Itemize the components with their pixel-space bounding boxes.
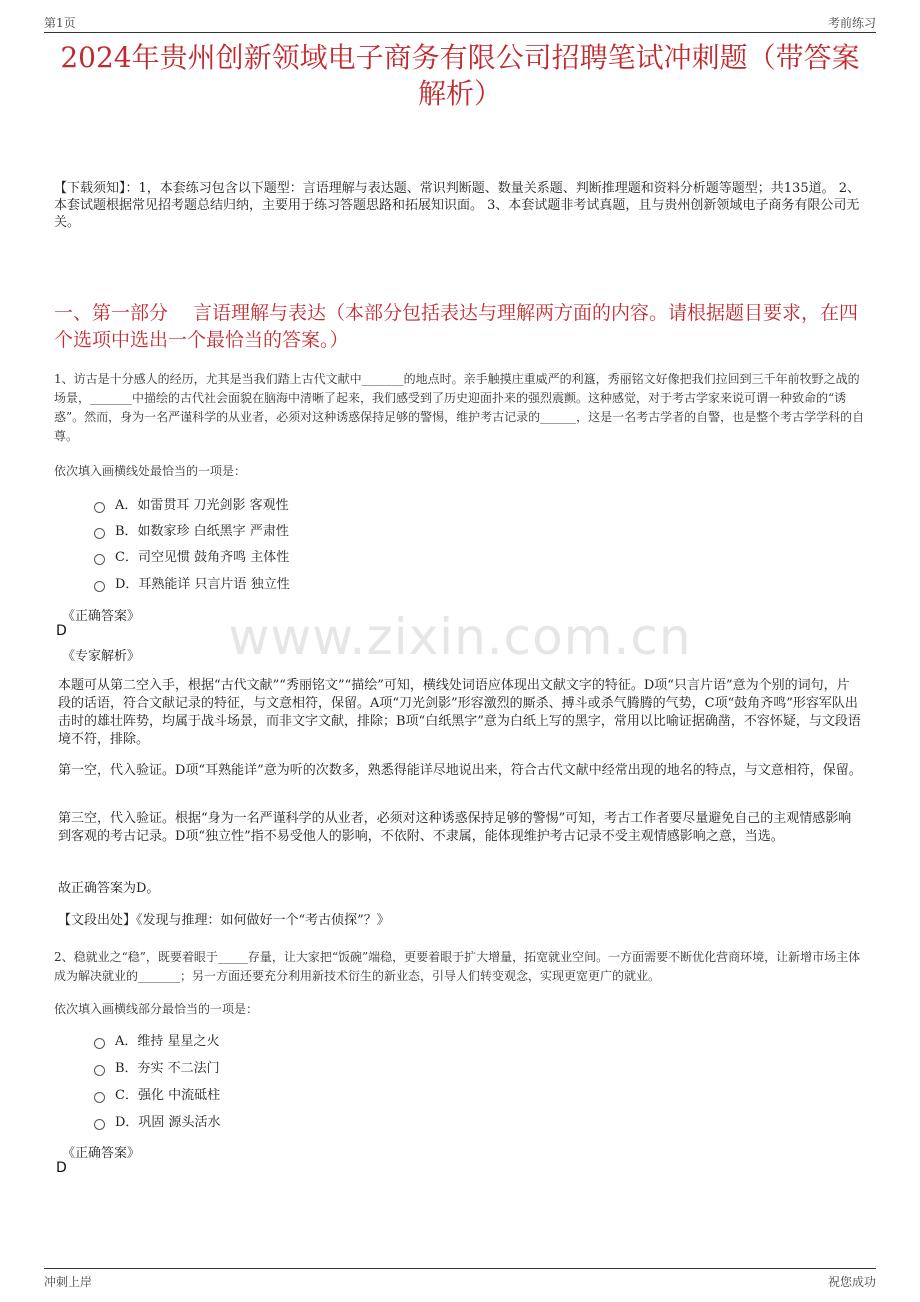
radio-icon[interactable] [94,581,105,592]
radio-icon[interactable] [94,554,105,565]
answer-label: 《正确答案》 [62,609,141,624]
question-2-option-d[interactable]: D．巩固 源头活水 [94,1113,221,1133]
answer-label: 《正确答案》 [62,1146,141,1161]
answer-value: D [56,1160,67,1176]
watermark: www.zixin.com.cn [228,608,692,666]
footer-left: 冲刺上岸 [44,1275,93,1289]
question-1-option-b[interactable]: B．如数家珍 白纸黑字 严肃性 [94,522,289,542]
radio-icon[interactable] [94,1038,105,1049]
question-2-option-b[interactable]: B．夯实 不二法门 [94,1059,220,1079]
answer-value: D [56,623,67,639]
question-1-option-c[interactable]: C．司空见惯 鼓角齐鸣 主体性 [94,548,289,568]
document-title: 2024年贵州创新领域电子商务有限公司招聘笔试冲刺题（带答案解析） [60,41,860,110]
radio-icon[interactable] [94,1119,105,1130]
question-2-option-a[interactable]: A．维持 星星之火 [94,1032,220,1052]
page-footer [44,1268,876,1289]
question-1-text: 1、访古是十分感人的经历，尤其是当我们踏上古代文献中_______的地点时。亲手触摸庄重威严的利簋，秀丽铭文好像把我们拉回到三千年前牧野之战的场景，_______中描绘的古代社会面貌在脑海中清晰了起来，我们感受到了历史迎面扑来的强烈震颤。这种感觉，对于考古学家来说可谓一种致命的“诱惑”。然而，身为一名严谨科学的从业者，必须对这种诱惑保持足够的警惕，维护考古记录的______，这是一名考古学者的自警，也是整个考古学学科的自尊。 [54,372,865,443]
question-1-option-d[interactable]: D．耳熟能详 只言片语 独立性 [94,575,290,595]
radio-icon[interactable] [94,1092,105,1103]
analysis-paragraph: 本题可从第二空入手，根据“古代文献”“秀丽铭文”“描绘”可知，横线处词语应体现出文献文字的特征。D项“只言片语”意为个别的词句，片段的话语，符合文献记录的特征，与文意相符，保留。A项“刀光剑影”形容激烈的厮杀、搏斗或杀气腾腾的气势，C项“鼓角齐鸣”形容军队出击时的雄壮阵势，均属于战斗场景，而非文字文献，排除；B项“白纸黑字”意为白纸上写的黑字，常用以比喻证据确凿，不容怀疑，与文段语境不符，排除。 [58,678,861,747]
question-1-prompt: 依次填入画横线处最恰当的一项是： [54,464,247,478]
analysis-paragraph: 故正确答案为D。 [58,881,160,896]
footer-right: 祝您成功 [827,1275,876,1289]
section-heading: 一、第一部分 言语理解与表达（本部分包括表达与理解两方面的内容。请根据题目要求，在四个选项中选出一个最恰当的答案。） [54,302,859,351]
radio-icon[interactable] [94,502,105,513]
question-2-text: 2、稳就业之“稳”，既要着眼于_____存量，让大家把“饭碗”端稳，更要着眼于扩大增量，拓宽就业空间。一方面需要不断优化营商环境，让新增市场主体成为解决就业的_______；另一方面还要充分利用新技术衍生的新业态，引导人们转变观念，实现更宽更广的就业。 [54,950,861,983]
page-header [44,10,876,33]
analysis-paragraph: 第一空，代入验证。D项“耳熟能详”意为听的次数多，熟悉得能详尽地说出来，符合古代文献中经常出现的地名的特点，与文意相符，保留。 [58,763,862,778]
analysis-label: 《专家解析》 [62,649,141,664]
download-notice: 【下载须知】：1，本套练习包含以下题型：言语理解与表达题、常识判断题、数量关系题、判断推理题和资料分析题等题型；共135道。 2、本套试题根据常见招考题总结归纳，主要用于练习答题思路和拓展知识面。 3、本套试题非考试真题，且与贵州创新领域电子商务有限公司无关。 [54,181,860,230]
question-1-option-a[interactable]: A．如雷贯耳 刀光剑影 客观性 [94,496,289,516]
source-citation: 【文段出处】《发现与推理：如何做好一个“考古侦探”？》 [58,913,390,928]
radio-icon[interactable] [94,528,105,539]
analysis-paragraph: 第三空，代入验证。根据“身为一名严谨科学的从业者，必须对这种诱惑保持足够的警惕”可知，考古工作者要尽量避免自己的主观情感影响到客观的考古记录。D项“独立性”指不易受他人的影响，不依附、不隶属，能体现维护考古记录不受主观情感影响之意，当选。 [58,811,852,844]
page-number: 第1页 [44,16,76,30]
question-2-prompt: 依次填入画横线部分最恰当的一项是： [54,1002,259,1016]
header-tag: 考前练习 [827,16,876,30]
question-2-option-c[interactable]: C．强化 中流砥柱 [94,1086,220,1106]
radio-icon[interactable] [94,1065,105,1076]
